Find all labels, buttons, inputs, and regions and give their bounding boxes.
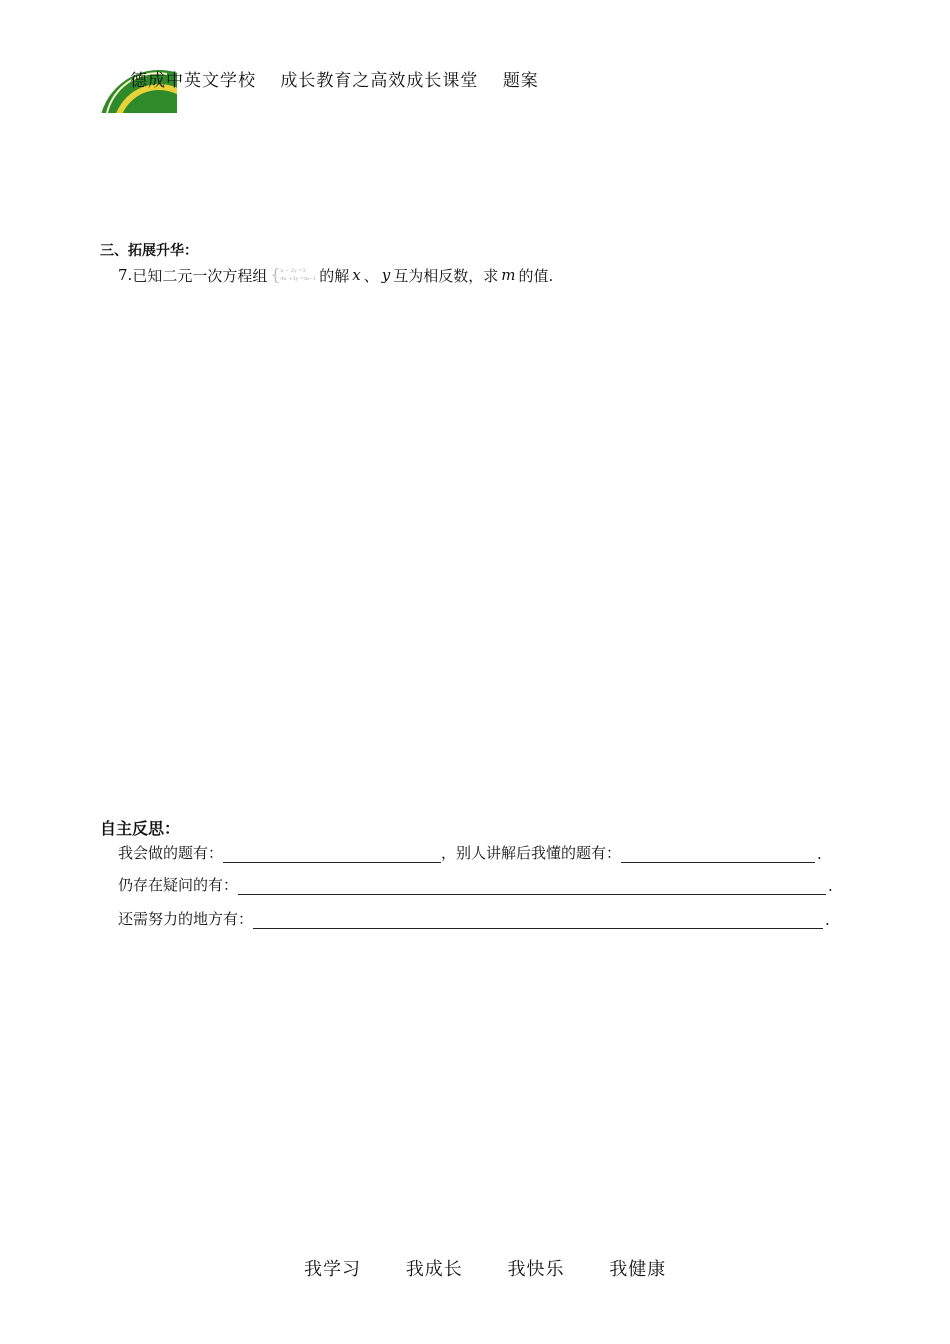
separator: 、	[363, 266, 379, 285]
footer-item-grow: 我成长	[405, 1259, 463, 1280]
row3-label: 还需努力的地方有：	[118, 910, 254, 928]
row1-label: 我会做的题有：	[118, 844, 224, 862]
variable-x: x	[352, 266, 361, 284]
reflection-row-solved	[118, 842, 822, 863]
problem-number: 7.	[118, 266, 133, 284]
document-type: 题案	[502, 71, 539, 91]
problem-suffix: 的值.	[518, 266, 554, 285]
reflection-row-questions	[118, 874, 833, 895]
footer-item-healthy: 我健康	[609, 1259, 667, 1280]
program-name: 成长教育之高效成长课堂	[280, 71, 479, 91]
problem-mid: 的解	[319, 266, 350, 285]
row1-mid-label: ，别人讲解后我懂的题有：	[441, 844, 622, 862]
reflection-heading: 自主反思：	[100, 819, 181, 838]
row1-end: .	[817, 845, 822, 863]
school-name: 德成中英文学校	[130, 71, 256, 91]
variable-m: m	[501, 266, 516, 284]
answer-blank-improve[interactable]	[253, 912, 823, 929]
section-heading-extension: 三、拓展升华：	[100, 243, 198, 259]
equation-line-1: x − 2y =3	[280, 268, 306, 274]
footer-item-learn: 我学习	[304, 1259, 361, 1280]
page-header	[130, 66, 557, 91]
problem-7	[118, 263, 553, 287]
brace-icon: {	[270, 265, 281, 284]
row2-end: .	[828, 877, 833, 895]
answer-blank-understood[interactable]	[621, 846, 815, 863]
equation-system	[270, 263, 316, 287]
footer-item-happy: 我快乐	[507, 1259, 565, 1280]
answer-blank-questions[interactable]	[238, 878, 826, 895]
answer-blank-solved[interactable]	[223, 846, 441, 863]
equation-line-2: 4x +3y =m−1	[280, 276, 317, 282]
problem-mid-2: 互为相反数，求	[393, 266, 499, 285]
problem-prefix: 已知二元一次方程组	[132, 266, 268, 285]
variable-y: y	[381, 266, 391, 284]
page-footer	[304, 1255, 704, 1281]
reflection-row-improve	[118, 908, 830, 929]
row3-end: .	[825, 911, 830, 929]
row2-label: 仍存在疑问的有：	[118, 876, 239, 894]
